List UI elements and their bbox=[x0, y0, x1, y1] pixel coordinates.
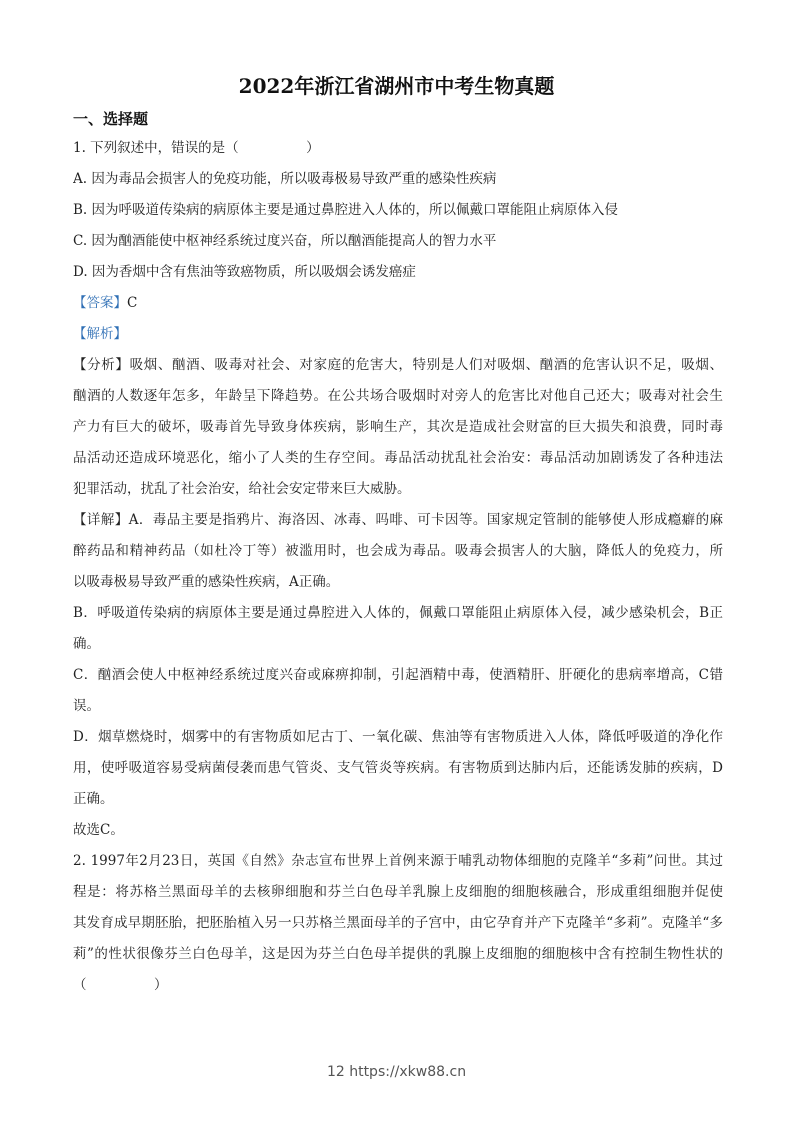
fenxi-tag: 【分析】 bbox=[73, 357, 130, 373]
option-a: A. 因为毒品会损害人的免疫功能，所以吸毒极易导致严重的感染性疾病 bbox=[73, 171, 497, 187]
xiangjie-line: 确。 bbox=[73, 636, 100, 652]
option-d: D. 因为香烟中含有焦油等致癌物质，所以吸烟会诱发癌症 bbox=[73, 264, 416, 280]
question-2-line: 其发育成早期胚胎，把胚胎植入另一只苏格兰黑面母羊的子宫中，由它孕育并产下克隆羊“多莉”。克隆羊“多 bbox=[73, 915, 723, 931]
question-2-line: 2. 1997年2月23日，英国《自然》杂志宣布世界上首例来源于哺乳动物体细胞的克隆羊“多莉”问世。其过 bbox=[73, 853, 723, 869]
question-1-stem: 1. 下列叙述中，错误的是（ ） bbox=[73, 140, 320, 156]
fenxi-line: 犯罪活动，扰乱了社会治安，给社会安定带来巨大威胁。 bbox=[73, 481, 411, 497]
fenxi-text: 吸烟、酗酒、吸毒对社会、对家庭的危害大，特别是人们对吸烟、酗酒的危害认识不足，吸烟、 bbox=[129, 357, 723, 373]
xiangjie-tag: 【详解】 bbox=[73, 512, 129, 528]
fenxi-line: 品活动还造成环境恶化，缩小了人类的生存空间。毒品活动扰乱社会治安：毒品活动加剧诱发了各种违法 bbox=[73, 450, 723, 466]
question-2-line: 程是：将苏格兰黑面母羊的去核卵细胞和芬兰白色母羊乳腺上皮细胞的细胞核融合，形成重组细胞并促使 bbox=[73, 884, 723, 900]
fenxi-line bbox=[73, 353, 723, 384]
section-heading: 一、选择题 bbox=[73, 110, 149, 128]
option-c: C. 因为酗酒能使中枢神经系统过度兴奋，所以酗酒能提高人的智力水平 bbox=[73, 233, 497, 249]
xiangjie-line: 正确。 bbox=[73, 791, 114, 807]
fenxi-line: 酗酒的人数逐年怎多，年龄呈下降趋势。在公共场合吸烟时对旁人的危害比对他自己还大；吸毒对社会生 bbox=[73, 388, 723, 404]
xiangjie-line: 醉药品和精神药品（如杜冷丁等）被滥用时，也会成为毒品。吸毒会损害人的大脑，降低人的免疫力，所 bbox=[73, 543, 723, 559]
document-body bbox=[73, 136, 723, 1004]
document-title: 2022年浙江省湖州市中考生物真题 bbox=[238, 74, 555, 98]
xiangjie-line: 误。 bbox=[73, 698, 100, 714]
answer-line bbox=[73, 291, 723, 322]
conclusion-line: 故选C。 bbox=[73, 822, 124, 838]
xiangjie-line bbox=[73, 508, 723, 539]
answer-tag: 【答案】 bbox=[73, 295, 127, 311]
page-footer: 12 https://xkw88.cn bbox=[326, 1064, 467, 1080]
xiangjie-line: 用，使呼吸道容易受病菌侵袭而患气管炎、支气管炎等疾病。有害物质到达肺内后，还能诱发肺的疾病，D bbox=[73, 760, 723, 776]
analysis-tag: 【解析】 bbox=[73, 326, 127, 342]
option-b: B. 因为呼吸道传染病的病原体主要是通过鼻腔进入人体的，所以佩戴口罩能阻止病原体入侵 bbox=[73, 202, 619, 218]
xiangjie-line: C．酗酒会使人中枢神经系统过度兴奋或麻痹抑制，引起酒精中毒，使酒精肝、肝硬化的患病率增高，C错 bbox=[73, 667, 723, 683]
question-2-line: （ ） bbox=[73, 977, 168, 993]
xiangjie-line: B．呼吸道传染病的病原体主要是通过鼻腔进入人体的，佩戴口罩能阻止病原体入侵，减少感染机会，B正 bbox=[73, 605, 723, 621]
question-2-line: 莉”的性状很像芬兰白色母羊，这是因为芬兰白色母羊提供的乳腺上皮细胞的细胞核中含有控制生物性状的 bbox=[73, 946, 723, 962]
xiangjie-text: A．毒品主要是指鸦片、海洛因、冰毒、吗啡、可卡因等。国家规定管制的能够使人形成瘾癖的麻 bbox=[128, 512, 723, 528]
xiangjie-line: 以吸毒极易导致严重的感染性疾病，A正确。 bbox=[73, 574, 340, 590]
xiangjie-line: D．烟草燃烧时，烟雾中的有害物质如尼古丁、一氧化碳、焦油等有害物质进入人体，降低呼吸道的净化作 bbox=[73, 729, 723, 745]
fenxi-line: 产力有巨大的破坏，吸毒首先导致身体疾病，影响生产，其次是造成社会财富的巨大损失和浪费，同时毒 bbox=[73, 419, 723, 435]
answer-value: C bbox=[127, 295, 138, 311]
